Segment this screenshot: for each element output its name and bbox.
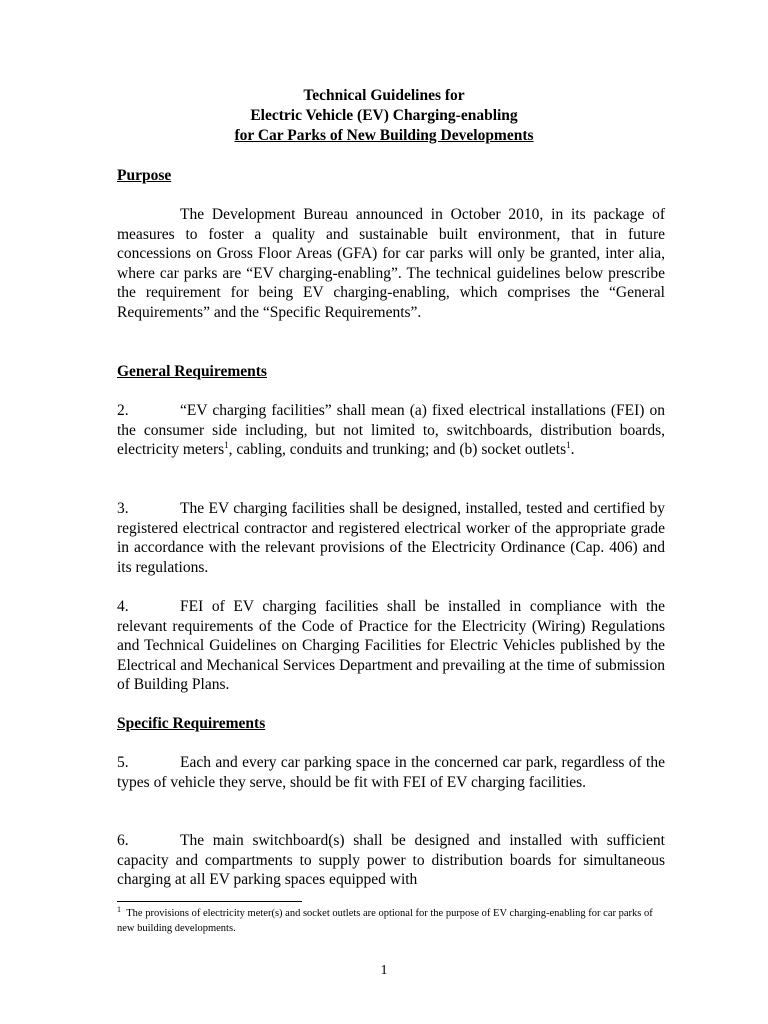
paragraph-2-text-a: “EV charging facilities” shall mean (a) fixed electrical installations (FEI) on the consumer side including, but not limited to, switchboards, distribution boards, electricity meters	[117, 402, 665, 458]
paragraph-number: 3.	[117, 500, 129, 517]
footnote-ref: 1	[224, 440, 229, 450]
purpose-paragraph	[117, 205, 665, 322]
specific-requirements-heading: Specific Requirements	[117, 715, 266, 732]
paragraph-2	[117, 401, 665, 460]
paragraph-4-text: FEI of EV charging facilities shall be installed in compliance with the relevant requirements of the Code of Practice for the Electricity (Wiring) Regulations and Technical Guidelines on Charging Facilities for Electric Vehicles published by the Electrical and Mechanical Services Department and prevailing at the time of submission of Building Plans.	[117, 598, 665, 693]
purpose-heading: Purpose	[117, 167, 172, 184]
paragraph-5	[117, 753, 665, 792]
paragraph-2-text-c: .	[570, 441, 575, 458]
title-line-3: for Car Parks of New Building Developments	[234, 127, 534, 144]
paragraph-3-text: The EV charging facilities shall be designed, installed, tested and certified by registered electrical contractor and registered electrical worker of the appropriate grade in accordance with the relevant provisions of the Electricity Ordinance (Cap. 406) and its regulations.	[117, 500, 665, 576]
paragraph-3	[117, 499, 665, 577]
footnote	[117, 906, 665, 936]
page-number: 1	[380, 963, 388, 978]
document-title	[0, 86, 768, 146]
paragraph-number: 5.	[117, 754, 129, 771]
footnote-ref: 1	[566, 440, 571, 450]
footnote-text: The provisions of electricity meter(s) and socket outlets are optional for the purpose of EV charging-enabling for car parks of new building developments.	[117, 908, 653, 934]
general-requirements-heading: General Requirements	[117, 363, 267, 380]
title-line-1: Technical Guidelines for	[303, 87, 465, 104]
paragraph-number: 2.	[117, 402, 129, 419]
paragraph-5-text: Each and every car parking space in the concerned car park, regardless of the types of vehicle they serve, should be fit with FEI of EV charging facilities.	[117, 754, 665, 791]
purpose-text: The Development Bureau announced in October 2010, in its package of measures to foster a quality and sustainable built environment, that in future concessions on Gross Floor Areas (GFA) for car parks will only be granted, inter alia, where car parks are “EV charging-enabling”. The technical guidelines below prescribe the requirement for being EV charging-enabling, which comprises the “General Requirements” and the “Specific Requirements”.	[117, 206, 665, 321]
paragraph-number: 4.	[117, 598, 129, 615]
footnote-divider	[117, 901, 302, 902]
title-line-2: Electric Vehicle (EV) Charging-enabling	[250, 107, 518, 124]
paragraph-number: 6.	[117, 832, 129, 849]
paragraph-2-text-b: , cabling, conduits and trunking; and (b) socket outlets	[228, 441, 567, 458]
paragraph-6	[117, 831, 665, 890]
footnote-marker: 1	[117, 905, 121, 914]
paragraph-6-text: The main switchboard(s) shall be designed and installed with sufficient capacity and compartments to supply power to distribution boards for simultaneous charging at all EV parking spaces equipped with	[117, 832, 665, 888]
paragraph-4	[117, 597, 665, 695]
